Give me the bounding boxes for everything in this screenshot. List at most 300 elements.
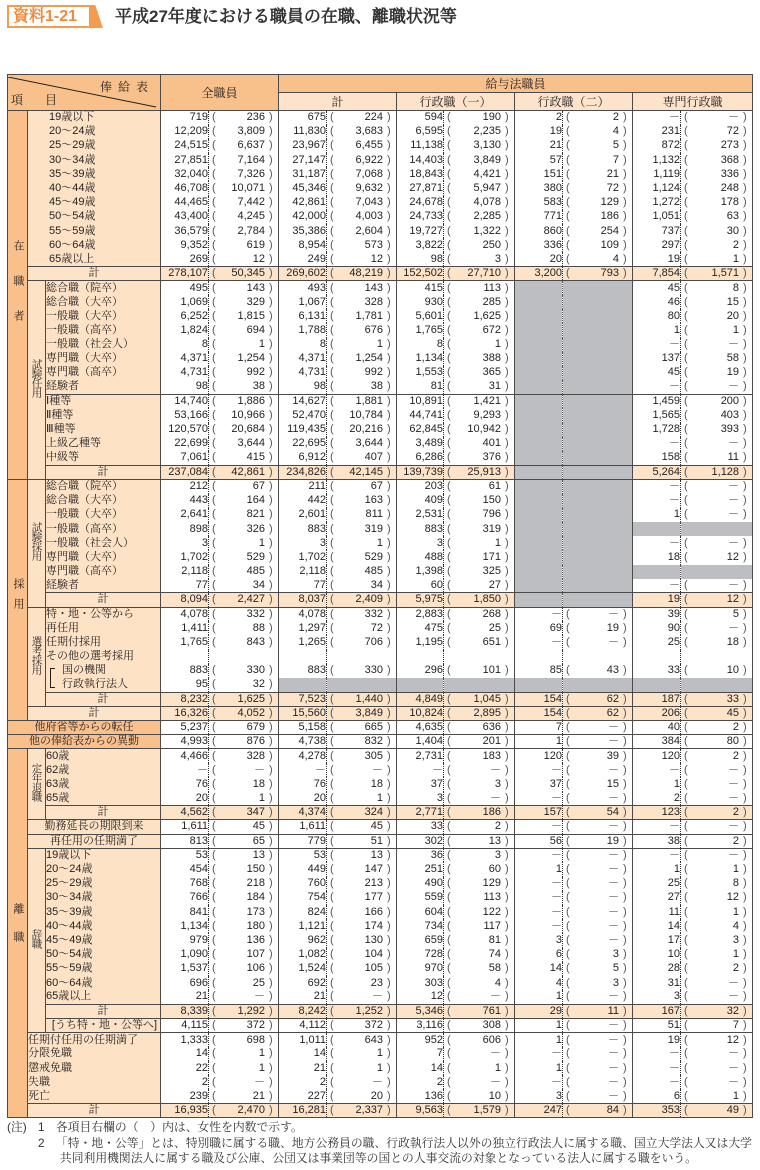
not-applicable-cell [515,494,563,508]
paren-close: ) [623,820,627,833]
paren-close: ) [623,1004,627,1017]
admin-1-female-cell [444,366,515,380]
subcategory-cell [28,479,46,607]
table-row [8,650,753,664]
total-female-cell [327,834,397,848]
paren-open: ( [447,1061,451,1074]
all-staff-value: 1,537 [161,962,209,976]
female-value-wrap [327,877,396,890]
paren-close: ) [743,1089,747,1102]
female-value-wrap [444,920,514,933]
female-value-wrap [327,1076,396,1089]
female-value-wrap [563,1104,632,1117]
total-female-value: 163 [364,494,384,507]
admin-2-value: 37 [515,777,563,791]
paren-close: ) [387,990,391,1003]
female-value-wrap [444,934,514,947]
female-value-wrap [327,849,396,862]
admin-2-female-value: 4 [612,125,620,138]
paren-close: ) [743,636,747,649]
table-row [8,437,753,451]
total-row [8,1004,753,1018]
paren-close: ) [743,437,747,450]
female-value-wrap [444,267,514,280]
specialist-admin-female-cell [681,962,753,976]
female-value-wrap [563,196,632,209]
admin-1-value: 1,765 [397,323,444,337]
female-value-wrap [327,721,396,734]
all-staff-value: 239 [161,1089,209,1103]
admin-2-value: － [515,919,563,933]
female-value-wrap [681,366,752,379]
row-label-text: 総合職（大卒） [46,295,123,308]
paren-open: ( [330,182,334,195]
paren-open: ( [447,167,451,180]
paren-close: ) [387,976,391,989]
female-value-wrap [444,296,514,309]
specialist-admin-value: 206 [633,706,681,720]
table-row [8,933,753,947]
all-staff-female-cell [209,1075,279,1089]
all-staff-female-cell [209,408,279,422]
all-staff-value: 24,515 [161,139,209,153]
paren-open: ( [330,1004,334,1017]
all-staff-value: 22,699 [161,437,209,451]
specialist-admin-female-value: 2 [732,721,740,734]
paren-open: ( [330,423,334,436]
total-female-value: 305 [364,749,384,762]
paren-close: ) [623,919,627,932]
all-staff-value: 212 [161,479,209,493]
admin-1-female-value: 250 [482,238,502,251]
total-female-value: － [372,763,384,776]
female-value-wrap [681,764,752,777]
admin-1-female-value: 1,625 [473,309,502,322]
total-female-cell [327,579,397,593]
total-female-value: 48,219 [349,267,384,280]
female-value-wrap [327,750,396,763]
subcategory-label: 試験任用 [30,359,43,398]
all-staff-female-value: 50,345 [231,267,266,280]
table-row [8,621,753,635]
female-value-wrap [327,380,396,393]
paren-close: ) [505,692,509,705]
total-value: 23,967 [279,139,327,153]
row-label-text: 30～34歳 [46,891,93,904]
admin-1-value: 2,731 [397,749,444,763]
row-label [46,749,161,763]
all-staff-value: 95 [161,678,209,692]
paren-open: ( [212,252,216,265]
admin-2-value: － [515,792,563,806]
paren-open: ( [330,409,334,422]
paren-close: ) [387,451,391,464]
female-value-wrap [681,1047,752,1060]
paren-open: ( [447,1089,451,1102]
all-staff-female-cell [209,749,279,763]
female-value-wrap [444,225,514,238]
admin-1-value: 3,116 [397,1019,444,1033]
paren-close: ) [387,550,391,563]
paren-close: ) [505,380,509,393]
paren-open: ( [212,1033,216,1046]
total-value: 1,788 [279,323,327,337]
admin-1-female-value: 27 [488,579,502,592]
paren-close: ) [269,1047,273,1060]
admin-1-value: 18,843 [397,167,444,181]
all-staff-value: 237,084 [161,465,209,479]
table-row [8,877,753,891]
total-value: 4,731 [279,366,327,380]
female-value-wrap [209,778,278,791]
paren-open: ( [212,224,216,237]
paren-open: ( [684,111,688,124]
admin-2-female-cell [563,181,633,195]
row-label [46,877,161,891]
specialist-admin-female-value: － [728,494,740,507]
female-value-wrap [681,622,752,635]
admin-1-female-value: 796 [482,508,502,521]
all-staff-female-cell [209,678,279,692]
all-staff-value: 16,935 [161,1104,209,1118]
admin-1-female-cell [444,792,515,806]
female-value-wrap [681,1090,752,1103]
total-female-value: 6,455 [355,139,384,152]
specialist-admin-female-value: － [728,820,740,833]
female-value-wrap [209,139,278,152]
note-text: 各項目右欄の（ ）内は、女性を内数で示す。 [55,1120,303,1134]
not-applicable-cell [563,323,633,337]
all-staff-value: 4,562 [161,806,209,820]
admin-1-female-value: 388 [482,352,502,365]
paren-open: ( [330,834,334,847]
paren-open: ( [566,1047,570,1060]
admin-2-female-value: － [608,990,620,1003]
admin-2-female-value: 62 [606,706,620,719]
total-female-value: 706 [364,636,384,649]
female-value-wrap [327,636,396,649]
admin-1-female-value: 325 [482,565,502,578]
total-female-value: 330 [364,664,384,677]
table-row [8,862,753,876]
total-female-cell [327,919,397,933]
paren-close: ) [623,125,627,138]
paren-close: ) [743,480,747,493]
female-value-wrap [209,225,278,238]
paren-close: ) [269,125,273,138]
paren-open: ( [447,536,451,549]
paren-open: ( [684,948,688,961]
row-label [46,423,161,437]
specialist-admin-female-value: 368 [720,153,740,166]
admin-1-female-cell [444,281,515,295]
paren-open: ( [447,565,451,578]
paren-open: ( [566,664,570,677]
paren-open: ( [212,522,216,535]
admin-2-female-cell [563,1004,633,1018]
paren-open: ( [447,877,451,890]
specialist-admin-female-cell [681,834,753,848]
admin-1-female-value: 1 [494,536,502,549]
all-staff-female-cell [209,550,279,564]
paren-close: ) [505,636,509,649]
paren-close: ) [505,352,509,365]
paren-close: ) [269,933,273,946]
female-value-wrap [444,565,514,578]
admin-1-female-value: 60 [488,863,502,876]
paren-open: ( [212,806,216,819]
specialist-admin-value: 1 [633,323,681,337]
paren-open: ( [447,139,451,152]
female-value-wrap [563,125,632,138]
female-value-wrap [327,125,396,138]
admin-1-female-value: 606 [482,1033,502,1046]
total-female-value: 324 [364,806,384,819]
paren-close: ) [269,224,273,237]
specialist-admin-value: 45 [633,281,681,295]
admin-1-female-value: 129 [482,877,502,890]
paren-close: ) [743,891,747,904]
specialist-admin-female-cell [681,933,753,947]
paren-open: ( [447,806,451,819]
specialist-admin-female-value: 12 [726,593,740,606]
admin-1-female-cell [444,806,515,820]
total-female-cell [327,338,397,352]
female-value-wrap [209,593,278,606]
admin-1-value: 11,138 [397,139,444,153]
admin-2-value: 19 [515,125,563,139]
paren-close: ) [387,692,391,705]
admin-1-female-cell [444,153,515,167]
paren-close: ) [743,1104,747,1117]
total-female-value: 13 [370,849,384,862]
female-value-wrap [327,225,396,238]
admin-2-female-value: 3 [612,976,620,989]
header-corner [8,75,161,111]
female-value-wrap [444,608,514,621]
paren-open: ( [566,111,570,124]
paren-close: ) [387,636,391,649]
all-staff-female-value: 3,809 [237,125,266,138]
paren-open: ( [684,409,688,422]
paren-open: ( [212,692,216,705]
document-badge: 資料1-21 [7,5,89,28]
all-staff-value: 2,118 [161,565,209,579]
paren-close: ) [743,196,747,209]
paren-close: ) [623,139,627,152]
total-value: 4,374 [279,806,327,820]
female-value-wrap [563,863,632,876]
total-row [8,692,753,706]
row-label [46,919,161,933]
category-label: 採用 [12,577,24,618]
row-label [28,1075,161,1089]
total-value: 1,524 [279,962,327,976]
admin-1-female-value: 2,895 [473,706,502,719]
row-label-text: 一般職（社会人） [46,536,134,549]
paren-open: ( [447,182,451,195]
female-value-wrap [444,1090,514,1103]
admin-2-value: 7 [515,721,563,735]
paren-close: ) [743,295,747,308]
specialist-admin-female-cell [681,607,753,621]
paren-close: ) [387,1033,391,1046]
all-staff-female-value: 32 [252,678,266,691]
empty-cell [161,650,209,664]
admin-2-female-value: 4 [612,252,620,265]
specialist-admin-female-value: 3 [732,933,740,946]
subcategory-cell [28,281,46,480]
female-value-wrap [327,324,396,337]
admin-1-female-value: 201 [482,735,502,748]
all-staff-female-value: 1 [258,1061,266,1074]
paren-close: ) [269,891,273,904]
row-label-text: 45～49歳 [46,933,93,946]
specialist-admin-value: 137 [633,352,681,366]
female-value-wrap [327,395,396,408]
female-value-wrap [681,608,752,621]
total-value: 35,386 [279,224,327,238]
total-value: 2,118 [279,565,327,579]
female-value-wrap [444,380,514,393]
paren-open: ( [684,976,688,989]
female-value-wrap [209,395,278,408]
admin-1-female-cell [444,224,515,238]
admin-1-female-value: 113 [483,891,502,904]
row-label [46,295,161,309]
row-label [46,451,161,465]
female-value-wrap [209,608,278,621]
admin-1-female-value: 61 [488,480,502,493]
specialist-admin-female-cell [681,621,753,635]
admin-1-value: 139,739 [397,465,444,479]
row-label-text: 経験者 [46,380,79,393]
admin-2-value: 247 [515,1104,563,1118]
female-value-wrap [681,466,752,479]
female-value-wrap [327,565,396,578]
paren-close: ) [505,409,509,422]
specialist-admin-female-cell [681,139,753,153]
admin-1-value: 19,727 [397,224,444,238]
specialist-admin-female-value: 8 [732,281,740,294]
admin-1-female-cell [444,210,515,224]
specialist-admin-value: 19 [633,1033,681,1047]
specialist-admin-female-value: 12 [726,891,740,904]
paren-open: ( [684,990,688,1003]
paren-close: ) [387,267,391,280]
admin-1-female-value: 113 [483,281,502,294]
row-label-text: [うち特・地・公等へ] [51,1019,158,1032]
admin-1-female-value: 1 [494,338,502,351]
empty-cell [515,650,563,664]
female-value-wrap [444,693,514,706]
female-value-wrap [681,962,752,975]
specialist-admin-female-value: 20 [726,309,740,322]
paren-close: ) [269,976,273,989]
admin-1-female-cell [444,962,515,976]
admin-1-female-value: 308 [482,1019,502,1032]
admin-1-female-value: 285 [482,295,502,308]
paren-open: ( [330,153,334,166]
specialist-admin-female-cell [681,494,753,508]
all-staff-female-value: 7,442 [237,196,266,209]
admin-1-value: 3,822 [397,238,444,252]
paren-close: ) [387,465,391,478]
paren-open: ( [684,267,688,280]
paren-open: ( [684,706,688,719]
female-value-wrap [327,1062,396,1075]
paren-close: ) [743,210,747,223]
paren-open: ( [566,153,570,166]
paren-open: ( [684,423,688,436]
empty-cell [327,650,397,664]
paren-close: ) [505,706,509,719]
admin-1-female-value: 9,293 [473,409,502,422]
female-value-wrap [681,1104,752,1117]
admin-1-female-value: 376 [482,451,502,464]
not-applicable-cell [515,522,563,536]
specialist-admin-value: 17 [633,933,681,947]
total-value: 4,738 [279,735,327,749]
female-value-wrap [563,778,632,791]
admin-1-female-value: 171 [482,550,502,563]
specialist-admin-female-value: 1 [732,1089,740,1102]
table-row [8,380,753,394]
specialist-admin-female-value: 2 [732,749,740,762]
total-female-cell [327,1089,397,1103]
female-value-wrap [209,1090,278,1103]
admin-2-value: 157 [515,806,563,820]
all-staff-female-cell [209,905,279,919]
paren-open: ( [330,224,334,237]
total-female-value: 51 [370,834,384,847]
female-value-wrap [209,622,278,635]
total-female-value: 34 [370,579,384,592]
admin-2-female-cell [563,792,633,806]
paren-open: ( [566,706,570,719]
paren-close: ) [623,196,627,209]
female-value-wrap [444,537,514,550]
total-female-cell [327,891,397,905]
specialist-admin-value: 1 [633,508,681,522]
paren-close: ) [743,692,747,705]
female-value-wrap [444,593,514,606]
paren-close: ) [623,1075,627,1088]
paren-open: ( [684,721,688,734]
female-value-wrap [563,1090,632,1103]
admin-1-value: 296 [397,664,444,678]
paren-close: ) [269,749,273,762]
female-value-wrap [209,906,278,919]
admin-1-female-cell [444,437,515,451]
row-label-text: 19歳以下 [49,111,95,124]
all-staff-female-cell [209,111,279,125]
not-applicable-cell [563,565,633,579]
not-applicable-cell [563,408,633,422]
paren-open: ( [447,962,451,975]
admin-1-female-cell [444,238,515,252]
all-staff-female-value: 1,815 [237,309,266,322]
paren-open: ( [566,990,570,1003]
all-staff-female-cell [209,522,279,536]
title-bar [7,5,747,28]
admin-2-female-cell [563,238,633,252]
specialist-admin-value: 384 [633,735,681,749]
row-label [46,437,161,451]
all-staff-female-value: － [254,763,266,776]
all-staff-female-cell [209,125,279,139]
specialist-admin-female-cell [681,635,753,649]
